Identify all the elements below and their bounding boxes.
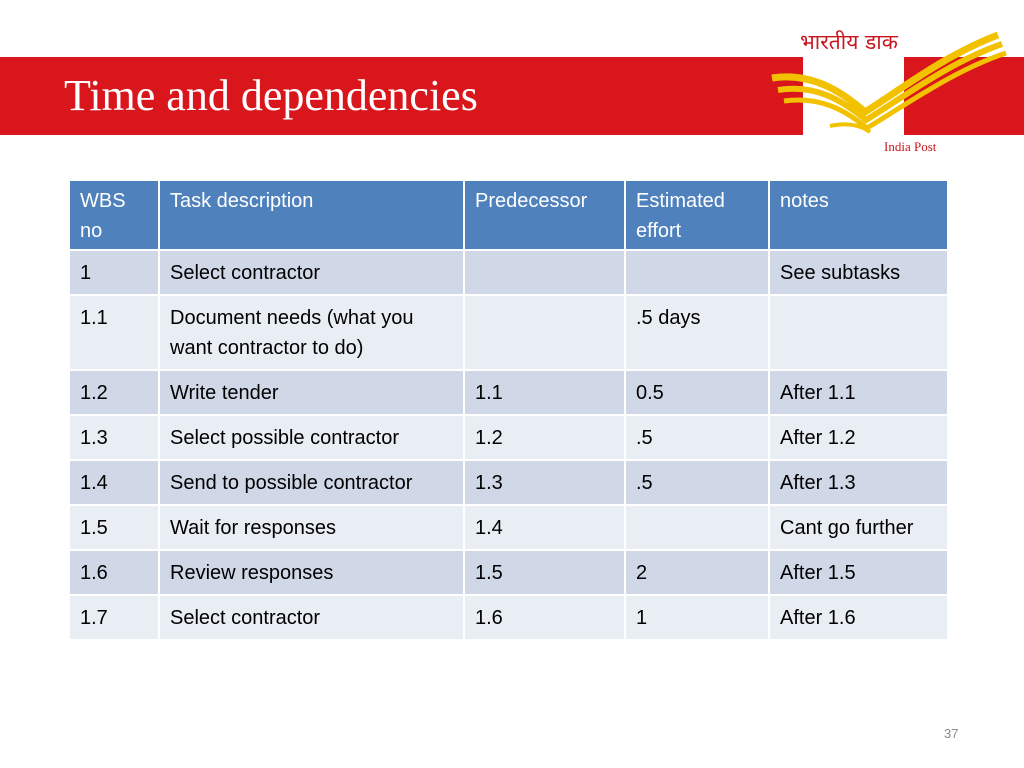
- cell-wbs-no: 1.1: [69, 295, 159, 370]
- cell-wbs-no: 1.4: [69, 460, 159, 505]
- cell-predecessor: 1.5: [464, 550, 625, 595]
- cell-wbs-no: 1.6: [69, 550, 159, 595]
- cell-notes: After 1.2: [769, 415, 948, 460]
- cell-task-description: Send to possible contractor: [159, 460, 464, 505]
- header-notes: notes: [769, 180, 948, 250]
- cell-notes: After 1.1: [769, 370, 948, 415]
- cell-task-description: Select contractor: [159, 595, 464, 640]
- cell-estimated-effort: 2: [625, 550, 769, 595]
- cell-predecessor: 1.2: [464, 415, 625, 460]
- cell-task-description: Review responses: [159, 550, 464, 595]
- header-predecessor: Predecessor: [464, 180, 625, 250]
- table-row: [69, 460, 948, 505]
- cell-predecessor: 1.6: [464, 595, 625, 640]
- cell-wbs-no: 1.7: [69, 595, 159, 640]
- table-row: [69, 295, 948, 370]
- cell-estimated-effort: 1: [625, 595, 769, 640]
- cell-task-description: Wait for responses: [159, 505, 464, 550]
- cell-notes: After 1.3: [769, 460, 948, 505]
- logo-hindi-text: भारतीय डाक: [800, 30, 898, 54]
- cell-estimated-effort: 0.5: [625, 370, 769, 415]
- cell-task-description: Document needs (what you want contractor to do): [159, 295, 464, 370]
- table-row: [69, 550, 948, 595]
- header-task-description: Task description: [159, 180, 464, 250]
- cell-wbs-no: 1.3: [69, 415, 159, 460]
- cell-predecessor: [464, 250, 625, 295]
- cell-notes: Cant go further: [769, 505, 948, 550]
- cell-estimated-effort: [625, 505, 769, 550]
- cell-task-description: Select contractor: [159, 250, 464, 295]
- cell-task-description: Write tender: [159, 370, 464, 415]
- table-row: [69, 250, 948, 295]
- table-row: [69, 370, 948, 415]
- table-row: [69, 505, 948, 550]
- cell-estimated-effort: .5: [625, 460, 769, 505]
- page-number: 37: [944, 726, 959, 741]
- cell-wbs-no: 1.2: [69, 370, 159, 415]
- cell-predecessor: 1.1: [464, 370, 625, 415]
- cell-notes: [769, 295, 948, 370]
- slide-title: Time and dependencies: [64, 71, 478, 120]
- cell-wbs-no: 1.5: [69, 505, 159, 550]
- cell-estimated-effort: [625, 250, 769, 295]
- india-post-emblem-icon: [770, 0, 1024, 160]
- cell-predecessor: [464, 295, 625, 370]
- logo-english-text: India Post: [884, 139, 937, 154]
- india-post-logo: [770, 0, 1024, 160]
- header-wbs-no: WBS no: [69, 180, 159, 250]
- cell-predecessor: 1.4: [464, 505, 625, 550]
- table-header-row: [69, 180, 948, 250]
- cell-notes: After 1.5: [769, 550, 948, 595]
- cell-notes: After 1.6: [769, 595, 948, 640]
- cell-task-description: Select possible contractor: [159, 415, 464, 460]
- cell-estimated-effort: .5 days: [625, 295, 769, 370]
- cell-predecessor: 1.3: [464, 460, 625, 505]
- table-row: [69, 415, 948, 460]
- wbs-table: [68, 179, 949, 641]
- header-estimated-effort: Estimated effort: [625, 180, 769, 250]
- cell-notes: See subtasks: [769, 250, 948, 295]
- cell-estimated-effort: .5: [625, 415, 769, 460]
- table-row: [69, 595, 948, 640]
- cell-wbs-no: 1: [69, 250, 159, 295]
